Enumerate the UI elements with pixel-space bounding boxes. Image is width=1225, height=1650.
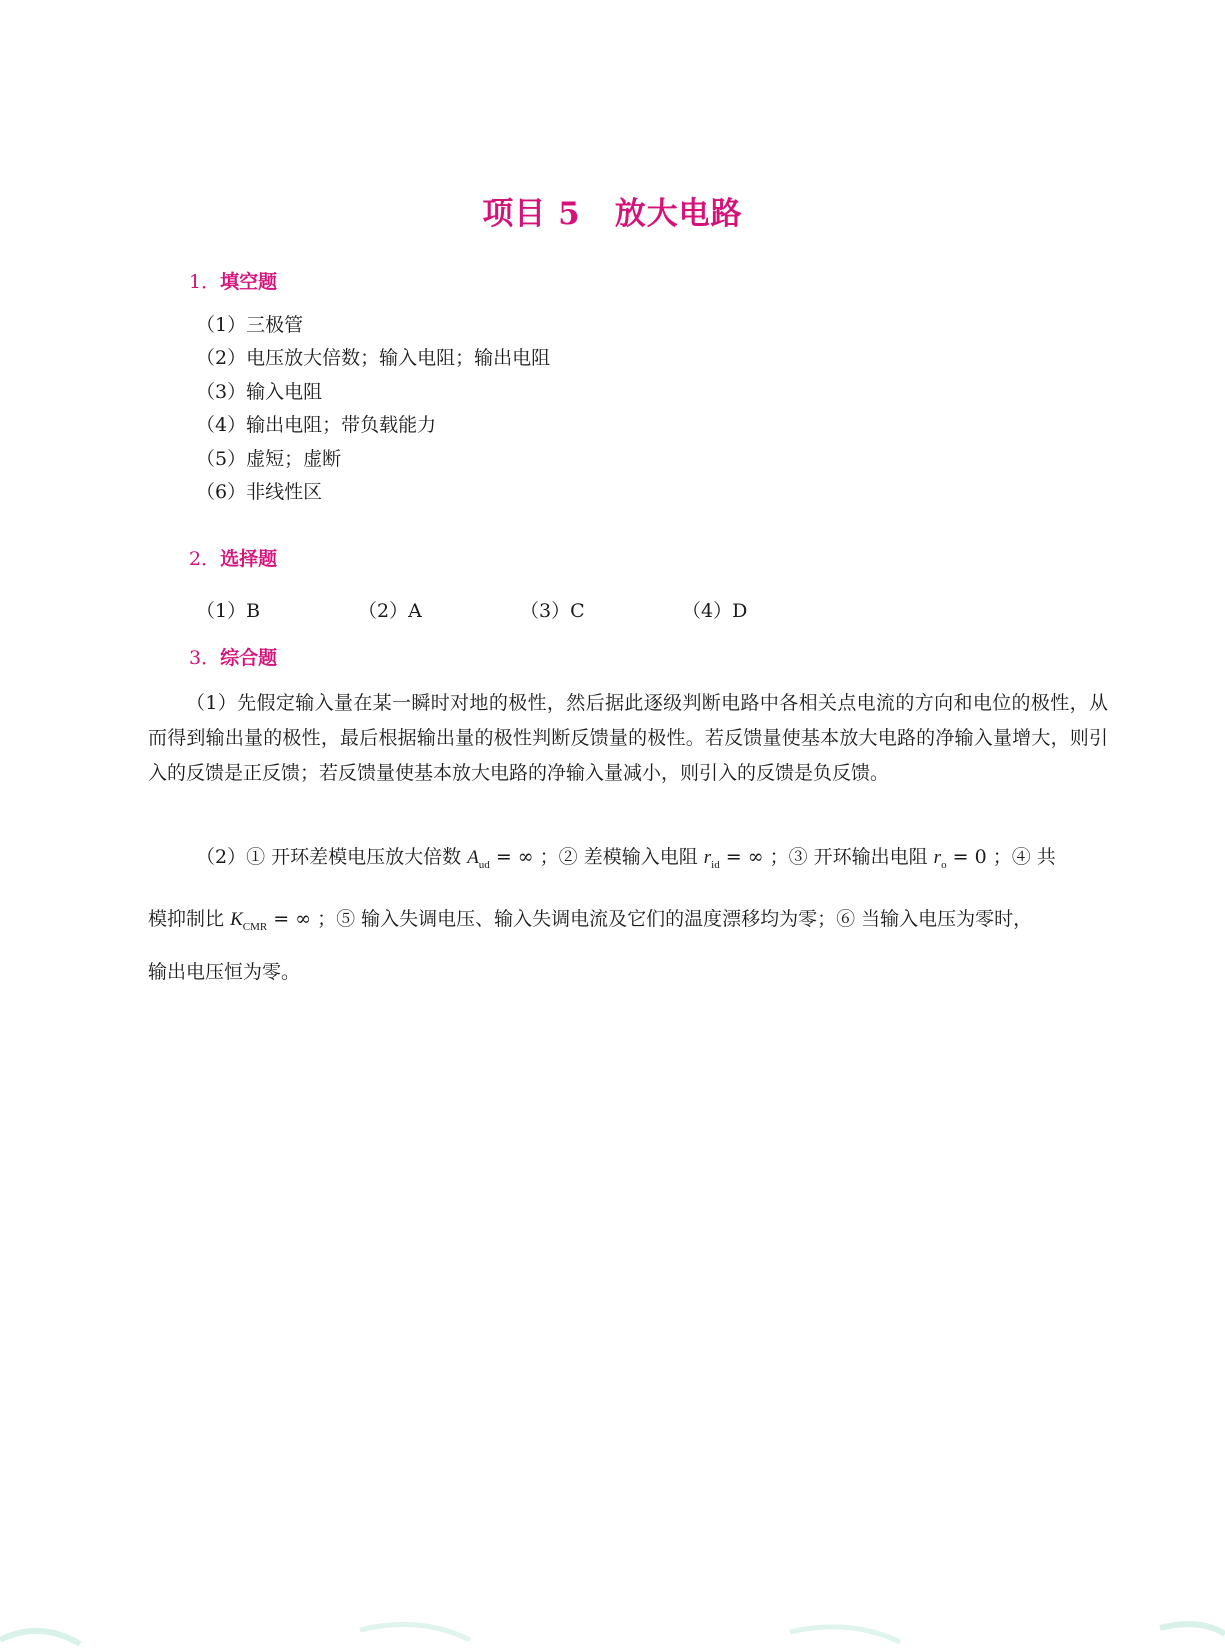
page-title <box>0 188 1225 233</box>
choice-answer: （3）C <box>520 600 585 622</box>
choice-answer: （1）B <box>196 600 261 622</box>
choice-answer: （2）A <box>358 600 422 622</box>
answer-q1: （1）先假定输入量在某一瞬时对地的极性，然后据此逐级判断电路中各相关点电流的方向和电位的极性，从而得到输出量的极性，最后根据输出量的极性判断反馈量的极性。若反馈量使基本放大电路的净输入量增大，则引入的反馈是正反馈；若反馈量使基本放大电路的净输入量减小，则引入的反馈是负反馈。 <box>148 692 1108 784</box>
math-kcmr: $K_{CMR}$ <box>230 909 268 933</box>
fill-in-item: （4）输出电阻；带负载能力 <box>196 414 437 436</box>
fill-in-item: （5）虚短；虚断 <box>196 448 342 470</box>
section-heading-comprehensive: 3．综合题 <box>189 647 278 669</box>
answer-paragraph <box>148 686 1108 791</box>
math-ro: $r_o$ <box>933 847 947 871</box>
title-prefix: 项目 5 <box>482 196 581 232</box>
math-rid: $r_{id}$ <box>703 847 720 871</box>
footer-watermark <box>0 1610 1225 1650</box>
fill-in-item: （6）非线性区 <box>196 481 323 503</box>
fill-in-item: （2）电压放大倍数；输入电阻；输出电阻 <box>196 347 551 369</box>
fill-in-item: （1）三极管 <box>196 314 304 336</box>
choice-answer: （4）D <box>682 600 748 622</box>
fill-in-item: （3）输入电阻 <box>196 381 323 403</box>
answer-q2-line3: 输出电压恒为零。 <box>148 961 301 983</box>
math-aud: $A_{ud}$ <box>467 847 490 871</box>
answer-q2-line1: （2）① 开环差模电压放大倍数 $A_{ud}$ = ∞ ；② 差模输入电阻 $r_{id}$ = ∞ ；③ 开环输出电阻 $r_o = 0$ ；④ 共 <box>196 846 1056 871</box>
section-heading-choice: 2．选择题 <box>189 548 278 570</box>
title-name: 放大电路 <box>614 196 743 232</box>
section-heading-fill-in: 1．填空题 <box>189 271 278 293</box>
answer-q2-line2: 模抑制比 $K_{CMR}$ = ∞ ；⑤ 输入失调电压、输入失调电流及它们的温度漂移均为零；⑥ 当输入电压为零时， <box>148 908 1033 933</box>
